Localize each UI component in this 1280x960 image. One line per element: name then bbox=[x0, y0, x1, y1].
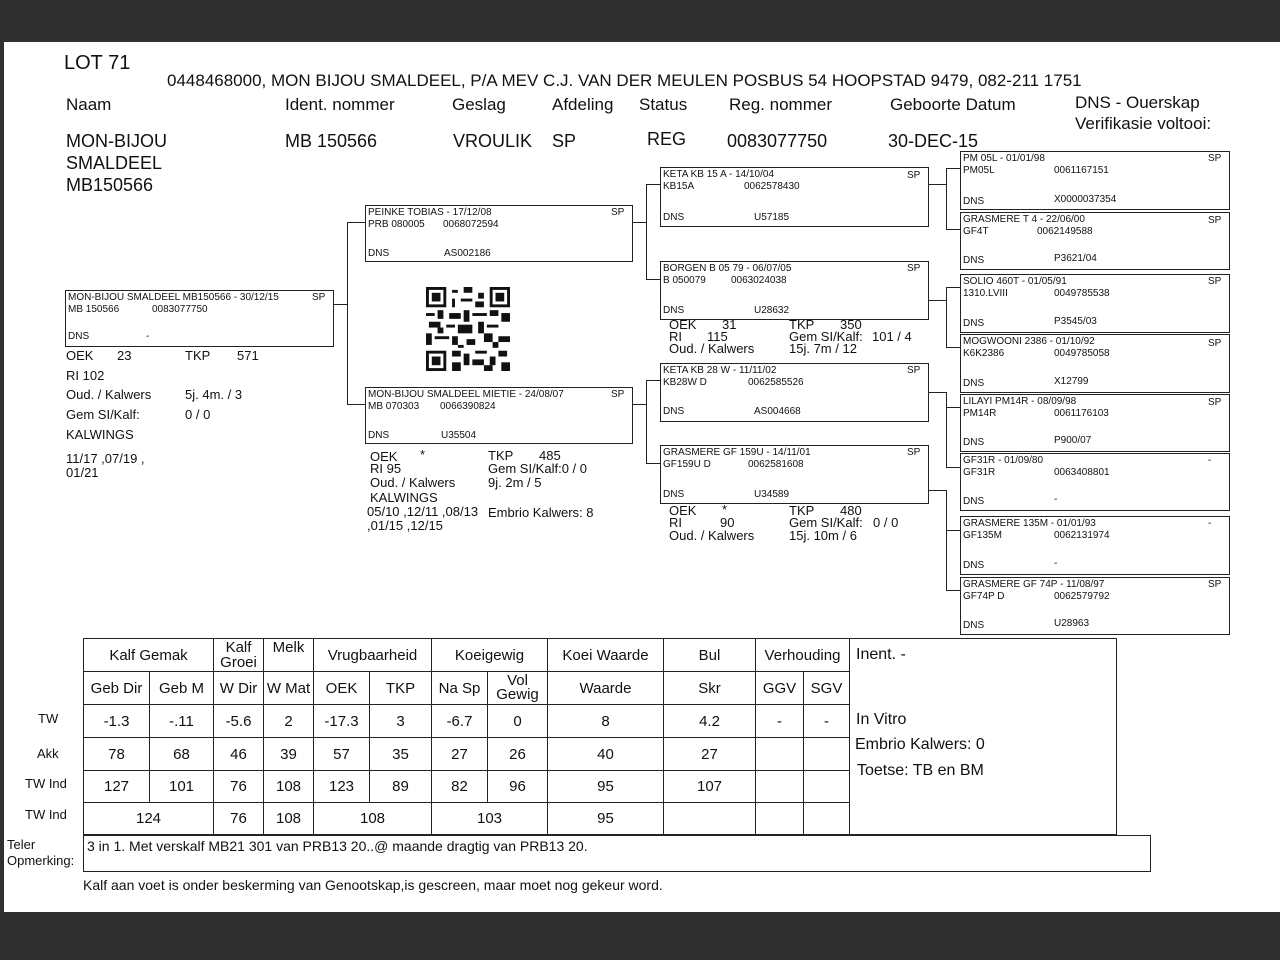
twind-cell: 127 bbox=[84, 771, 150, 803]
sub-w-dir: W Dir bbox=[214, 672, 264, 705]
gp2-dns-value: U28632 bbox=[754, 305, 790, 316]
gp-stats1-oud: Oud. / Kalwers bbox=[669, 341, 755, 356]
akk-cell: 27 bbox=[664, 738, 756, 771]
sub-oek: OEK bbox=[314, 672, 370, 705]
connector-line bbox=[946, 407, 947, 467]
ggp2-section: SP bbox=[1208, 215, 1222, 226]
main-tkp-value: 571 bbox=[237, 348, 259, 363]
group-vrugbaarheid: Vrugbaarheid bbox=[314, 639, 432, 672]
row-label-tw-ind-2: TW Ind bbox=[25, 807, 67, 822]
tw-cell: 8 bbox=[548, 705, 664, 738]
connector-line bbox=[632, 222, 646, 223]
twind-cell: 107 bbox=[664, 771, 756, 803]
great-grandparent-box-1 bbox=[960, 151, 1230, 210]
animal-ident: MB 150566 bbox=[285, 131, 378, 151]
connector-line bbox=[646, 380, 647, 463]
header-reg: Reg. nommer bbox=[729, 95, 832, 114]
ggp5-title: LILAYI PM14R - 08/09/98 bbox=[963, 396, 1077, 407]
connector-line bbox=[928, 300, 946, 301]
ggp7-dns: DNS bbox=[963, 560, 985, 571]
footer-note: Kalf aan voet is onder beskerming van Genootskap,is gescreen, maar moet nog gekeur word. bbox=[83, 877, 663, 893]
connector-line bbox=[946, 467, 960, 468]
sire-dns-value: AS002186 bbox=[444, 248, 491, 259]
remark-text: 3 in 1. Met verskalf MB21 301 van PRB13 20..@ maande dragtig van PRB13 20. bbox=[87, 838, 588, 854]
group-koeigewig: Koeigewig bbox=[432, 639, 548, 672]
ggp7-section: - bbox=[1208, 518, 1212, 529]
connector-line bbox=[632, 404, 646, 405]
box-id: MB 150566 bbox=[68, 304, 120, 315]
ggp6-section: - bbox=[1208, 455, 1212, 466]
ggp6-id: GF31R bbox=[963, 467, 996, 478]
group-kalf-groei bbox=[214, 639, 264, 672]
dam-kalwings: KALWINGS bbox=[370, 490, 438, 505]
connector-line bbox=[646, 380, 660, 381]
ggp1-section: SP bbox=[1208, 153, 1222, 164]
twind-cell: 96 bbox=[488, 771, 548, 803]
twind2-cell bbox=[664, 803, 756, 835]
connector-line bbox=[333, 304, 347, 305]
great-grandparent-box-5 bbox=[960, 394, 1230, 452]
ggp4-dns: DNS bbox=[963, 378, 985, 389]
dam-oek-value: * bbox=[420, 447, 426, 462]
tw-cell: -5.6 bbox=[214, 705, 264, 738]
ggp4-section: SP bbox=[1208, 338, 1222, 349]
twind2-cell: 95 bbox=[548, 803, 664, 835]
ggp1-dns: DNS bbox=[963, 196, 985, 207]
ggp7-title: GRASMERE 135M - 01/01/93 bbox=[963, 518, 1096, 529]
gp1-title: KETA KB 15 A - 14/10/04 bbox=[663, 169, 775, 180]
gp3-dns: DNS bbox=[663, 406, 685, 417]
gp-stats2-oud: Oud. / Kalwers bbox=[669, 528, 755, 543]
gp-stats1-oek: OEK bbox=[669, 317, 697, 332]
main-gem-label: Gem SI/Kalf: bbox=[66, 407, 140, 422]
sire-title: PEINKE TOBIAS - 17/12/08 bbox=[368, 207, 492, 218]
header-naam: Naam bbox=[66, 95, 112, 114]
gp-stats1-tkp: TKP bbox=[789, 317, 815, 332]
sub-w-mat: W Mat bbox=[264, 672, 314, 705]
gp4-dns: DNS bbox=[663, 489, 685, 500]
grandparent-box-4 bbox=[660, 445, 929, 504]
connector-line bbox=[928, 490, 946, 491]
gp-stats2-gem: Gem SI/Kalf: bbox=[789, 515, 863, 530]
sub-sgv: SGV bbox=[804, 672, 850, 705]
tw-cell: - bbox=[756, 705, 804, 738]
gp4-dns-value: U34589 bbox=[754, 489, 790, 500]
box-title: MON-BIJOU SMALDEEL MB150566 - 30/12/15 bbox=[68, 292, 279, 303]
main-tkp-label: TKP bbox=[185, 348, 211, 363]
dam-title: MON-BIJOU SMALDEEL MIETIE - 24/08/07 bbox=[368, 389, 564, 400]
ggp2-title: GRASMERE T 4 - 22/06/00 bbox=[963, 214, 1085, 225]
main-kalwings-1: 11/17 ,07/19 , bbox=[66, 451, 145, 466]
dam-ri: RI 95 bbox=[370, 461, 402, 476]
great-grandparent-box-7 bbox=[960, 516, 1230, 575]
opmerking-label: Opmerking: bbox=[7, 853, 75, 868]
gp2-dns: DNS bbox=[663, 305, 685, 316]
ggp7-reg: 0062131974 bbox=[1054, 530, 1110, 541]
great-grandparent-box-2 bbox=[960, 212, 1230, 270]
gp-stats1-ri: RI bbox=[669, 329, 682, 344]
gp1-dns: DNS bbox=[663, 212, 685, 223]
ggp3-section: SP bbox=[1208, 276, 1222, 287]
animal-geslag: VROULIK bbox=[453, 131, 533, 151]
tw-cell: 4.2 bbox=[664, 705, 756, 738]
breeding-values-table bbox=[83, 638, 1117, 835]
twind-cell: 123 bbox=[314, 771, 370, 803]
connector-line bbox=[347, 222, 365, 223]
animal-name-3: MB150566 bbox=[66, 175, 154, 195]
remarks-box bbox=[83, 835, 1151, 872]
twind-cell: 108 bbox=[264, 771, 314, 803]
sire-id: PRB 080005 bbox=[368, 219, 425, 230]
gp1-dns-value: U57185 bbox=[754, 212, 790, 223]
ggp1-reg: 0061167151 bbox=[1054, 165, 1109, 176]
header-geslag: Geslag bbox=[452, 95, 506, 114]
connector-line bbox=[347, 222, 348, 404]
grandparent-box-1 bbox=[660, 167, 929, 227]
gp4-section: SP bbox=[907, 447, 921, 458]
grandparent-box-2 bbox=[660, 261, 929, 320]
animal-name-1: MON-BIJOU bbox=[66, 131, 167, 151]
akk-cell: 26 bbox=[488, 738, 548, 771]
main-oud-value: 5j. 4m. / 3 bbox=[185, 387, 243, 402]
dam-oek-label: OEK bbox=[370, 449, 398, 464]
akk-cell: 78 bbox=[84, 738, 150, 771]
twind-cell: 89 bbox=[370, 771, 432, 803]
sub-waarde: Waarde bbox=[548, 672, 664, 705]
connector-line bbox=[946, 229, 960, 230]
gp-stats2-gem-value: 0 / 0 bbox=[873, 515, 899, 530]
pedigree-document bbox=[4, 42, 1280, 912]
connector-line bbox=[946, 287, 960, 288]
main-kalwings: KALWINGS bbox=[66, 427, 134, 442]
connector-line bbox=[347, 404, 365, 405]
toetse-text: Toetse: TB en BM bbox=[857, 762, 984, 779]
ggp5-reg: 0061176103 bbox=[1054, 408, 1109, 419]
animal-name-2: SMALDEEL bbox=[66, 153, 163, 173]
ggp6-title: GF31R - 01/09/80 bbox=[963, 455, 1044, 466]
qr-code-icon bbox=[424, 287, 512, 371]
animal-status: REG bbox=[647, 129, 687, 149]
dam-gem: Gem SI/Kalf:0 / 0 bbox=[488, 461, 587, 476]
vol-line1: Vol bbox=[507, 672, 528, 689]
gp1-section: SP bbox=[907, 170, 921, 181]
sire-reg: 0068072594 bbox=[443, 219, 499, 230]
ggp1-dns-value: X0000037354 bbox=[1054, 194, 1117, 205]
tw-cell: -17.3 bbox=[314, 705, 370, 738]
gp3-id: KB28W D bbox=[663, 377, 707, 388]
animal-reg: 0083077750 bbox=[727, 131, 828, 151]
twind-cell bbox=[804, 771, 850, 803]
ggp1-id: PM05L bbox=[963, 165, 995, 176]
gp-stats2-ri: RI bbox=[669, 515, 682, 530]
main-oud-label: Oud. / Kalwers bbox=[66, 387, 152, 402]
sub-geb-m: Geb M bbox=[150, 672, 214, 705]
main-kalwings-2: 01/21 bbox=[66, 465, 99, 480]
gp2-title: BORGEN B 05 79 - 06/07/05 bbox=[663, 263, 792, 274]
akk-cell: 35 bbox=[370, 738, 432, 771]
connector-line bbox=[646, 184, 647, 279]
gp4-id: GF159U D bbox=[663, 459, 711, 470]
main-oek-value: 23 bbox=[117, 348, 132, 363]
akk-cell: 57 bbox=[314, 738, 370, 771]
sub-geb-dir: Geb Dir bbox=[84, 672, 150, 705]
gp-stats1-ri-value: 115 bbox=[707, 329, 728, 344]
dam-box bbox=[365, 387, 633, 444]
gp-stats1-gem: Gem SI/Kalf: bbox=[789, 329, 863, 344]
ggp7-dns-value: - bbox=[1054, 558, 1058, 569]
dam-oud-label: Oud. / Kalwers bbox=[370, 475, 456, 490]
akk-cell: 40 bbox=[548, 738, 664, 771]
connector-line bbox=[946, 407, 960, 408]
dam-kalwings-1: 05/10 ,12/11 ,08/13 bbox=[367, 504, 479, 519]
connector-line bbox=[646, 279, 660, 280]
great-grandparent-box-8 bbox=[960, 577, 1230, 635]
gp-stats2-tkp: TKP bbox=[789, 503, 815, 518]
connector-line bbox=[928, 184, 946, 185]
row-label-akk: Akk bbox=[37, 746, 59, 761]
twind2-cell bbox=[804, 803, 850, 835]
gp-stats2-ri-value: 90 bbox=[720, 515, 735, 530]
akk-cell bbox=[804, 738, 850, 771]
group-kalf-gemak: Kalf Gemak bbox=[84, 639, 214, 672]
ggp5-section: SP bbox=[1208, 397, 1222, 408]
main-animal-box bbox=[65, 290, 334, 347]
dam-tkp-value: 485 bbox=[539, 448, 561, 463]
header-afdeling: Afdeling bbox=[552, 95, 614, 114]
ggp2-id: GF4T bbox=[963, 226, 989, 237]
group-melk: Melk bbox=[264, 639, 314, 672]
ggp5-dns: DNS bbox=[963, 437, 985, 448]
gp4-title: GRASMERE GF 159U - 14/11/01 bbox=[663, 447, 811, 458]
box-dns: DNS bbox=[68, 331, 90, 342]
connector-line bbox=[946, 347, 960, 348]
ggp6-reg: 0063408801 bbox=[1054, 467, 1110, 478]
gp-stats1-oek-value: 31 bbox=[722, 317, 737, 332]
ggp6-dns: DNS bbox=[963, 496, 985, 507]
header-geboorte: Geboorte Datum bbox=[890, 95, 1016, 114]
embrio-kalwers-text: Embrio Kalwers: 0 bbox=[855, 736, 985, 753]
ggp8-dns: DNS bbox=[963, 620, 985, 631]
dam-dns: DNS bbox=[368, 430, 390, 441]
akk-cell bbox=[756, 738, 804, 771]
row-label-tw-ind: TW Ind bbox=[25, 776, 67, 791]
in-vitro-text: In Vitro bbox=[856, 711, 907, 728]
dam-reg: 0066390824 bbox=[440, 401, 496, 412]
sire-dns: DNS bbox=[368, 248, 390, 259]
box-reg: 0083077750 bbox=[152, 304, 208, 315]
twind2-cell: 76 bbox=[214, 803, 264, 835]
inent-text: Inent. - bbox=[856, 646, 906, 663]
twind2-cell bbox=[756, 803, 804, 835]
twind2-cell: 108 bbox=[264, 803, 314, 835]
teler-label: Teler bbox=[7, 837, 36, 852]
gp4-reg: 0062581608 bbox=[748, 459, 804, 470]
gp-stats2-oek: OEK bbox=[669, 503, 697, 518]
connector-line bbox=[946, 392, 947, 407]
kalf-groei-line2: Groei bbox=[220, 654, 257, 671]
main-ri: RI 102 bbox=[66, 368, 105, 383]
connector-line bbox=[946, 530, 960, 531]
twind-cell bbox=[756, 771, 804, 803]
akk-cell: 46 bbox=[214, 738, 264, 771]
connector-line bbox=[946, 590, 960, 591]
extra-info-panel bbox=[850, 639, 1117, 835]
ggp4-reg: 0049785058 bbox=[1054, 348, 1110, 359]
header-status: Status bbox=[639, 95, 688, 114]
ggp6-dns-value: - bbox=[1054, 494, 1058, 505]
connector-line bbox=[946, 490, 947, 590]
box-dns-value: - bbox=[146, 331, 150, 342]
ggp3-dns: DNS bbox=[963, 318, 985, 329]
sire-section: SP bbox=[611, 207, 625, 218]
gp-stats1-oud-value: 15j. 7m / 12 bbox=[789, 341, 857, 356]
gp-stats2-oud-value: 15j. 10m / 6 bbox=[789, 528, 857, 543]
tw-cell: -.11 bbox=[150, 705, 214, 738]
ggp8-id: GF74P D bbox=[963, 591, 1005, 602]
sub-skr: Skr bbox=[664, 672, 756, 705]
tw-cell: 0 bbox=[488, 705, 548, 738]
dam-section: SP bbox=[611, 389, 625, 400]
box-section: SP bbox=[312, 292, 326, 303]
twind-cell: 101 bbox=[150, 771, 214, 803]
connector-line bbox=[946, 168, 960, 169]
dam-oud-value: 9j. 2m / 5 bbox=[488, 475, 542, 490]
connector-line bbox=[928, 392, 946, 393]
gp1-reg: 0062578430 bbox=[744, 181, 800, 192]
ggp8-dns-value: U28963 bbox=[1054, 618, 1090, 629]
connector-line bbox=[646, 184, 660, 185]
gp2-id: B 050079 bbox=[663, 275, 706, 286]
connector-line bbox=[946, 287, 947, 347]
ggp5-dns-value: P900/07 bbox=[1054, 435, 1092, 446]
ggp4-dns-value: X12799 bbox=[1054, 376, 1089, 387]
great-grandparent-box-4 bbox=[960, 334, 1230, 393]
sire-box bbox=[365, 205, 633, 262]
gp-stats1-gem-value: 101 / 4 bbox=[872, 329, 912, 344]
kalf-groei-line1: Kalf bbox=[225, 639, 252, 656]
tw-cell: 2 bbox=[264, 705, 314, 738]
dam-embrio: Embrio Kalwers: 8 bbox=[488, 505, 594, 520]
animal-afdeling: SP bbox=[552, 131, 577, 151]
sub-tkp: TKP bbox=[370, 672, 432, 705]
great-grandparent-box-3 bbox=[960, 274, 1230, 333]
ggp7-id: GF135M bbox=[963, 530, 1002, 541]
sub-na-sp: Na Sp bbox=[432, 672, 488, 705]
ggp8-title: GRASMERE GF 74P - 11/08/97 bbox=[963, 579, 1105, 590]
twind2-cell: 124 bbox=[84, 803, 214, 835]
twind-cell: 76 bbox=[214, 771, 264, 803]
ggp3-title: SOLIO 460T - 01/05/91 bbox=[963, 276, 1067, 287]
tw-cell: 3 bbox=[370, 705, 432, 738]
ggp2-reg: 0062149588 bbox=[1037, 226, 1093, 237]
twind2-cell: 103 bbox=[432, 803, 548, 835]
tw-cell: -6.7 bbox=[432, 705, 488, 738]
twind-cell: 82 bbox=[432, 771, 488, 803]
main-oek-label: OEK bbox=[66, 348, 94, 363]
ggp4-title: MOGWOONI 2386 - 01/10/92 bbox=[963, 336, 1095, 347]
gp-stats2-oek-value: * bbox=[722, 502, 728, 517]
gp3-section: SP bbox=[907, 365, 921, 376]
header-dns: DNS - Ouerskap bbox=[1075, 93, 1200, 112]
group-bul: Bul bbox=[664, 639, 756, 672]
dam-id: MB 070303 bbox=[368, 401, 420, 412]
dam-tkp-label: TKP bbox=[488, 448, 514, 463]
animal-dob: 30-DEC-15 bbox=[888, 131, 979, 151]
gp-stats2-tkp-value: 480 bbox=[840, 503, 862, 518]
ggp3-id: 1310.LVIII bbox=[963, 288, 1008, 299]
group-koei-waarde: Koei Waarde bbox=[548, 639, 664, 672]
gp3-dns-value: AS004668 bbox=[754, 406, 801, 417]
lot-number: LOT 71 bbox=[64, 52, 131, 74]
tw-cell: - bbox=[804, 705, 850, 738]
akk-cell: 39 bbox=[264, 738, 314, 771]
breeder-line: 0448468000, MON BIJOU SMALDEEL, P/A MEV C.J. VAN DER MEULEN POSBUS 54 HOOPSTAD 9479, 082-211 1751 bbox=[167, 71, 1082, 90]
connector-line bbox=[946, 168, 947, 229]
akk-cell: 68 bbox=[150, 738, 214, 771]
header-verifikasie: Verifikasie voltooi: bbox=[1075, 114, 1212, 133]
ggp1-title: PM 05L - 01/01/98 bbox=[963, 153, 1045, 164]
ggp2-dns-value: P3621/04 bbox=[1054, 253, 1097, 264]
gp3-reg: 0062585526 bbox=[748, 377, 804, 388]
ggp3-reg: 0049785538 bbox=[1054, 288, 1110, 299]
connector-line bbox=[646, 463, 660, 464]
tw-cell: -1.3 bbox=[84, 705, 150, 738]
main-gem-value: 0 / 0 bbox=[185, 407, 211, 422]
gp2-reg: 0063024038 bbox=[731, 275, 787, 286]
group-verhouding: Verhouding bbox=[756, 639, 850, 672]
akk-cell: 27 bbox=[432, 738, 488, 771]
ggp2-dns: DNS bbox=[963, 255, 985, 266]
dam-dns-value: U35504 bbox=[441, 430, 477, 441]
gp2-section: SP bbox=[907, 263, 921, 274]
ggp5-id: PM14R bbox=[963, 408, 997, 419]
gp1-id: KB15A bbox=[663, 181, 695, 192]
vol-line2: Gewig bbox=[496, 686, 539, 703]
twind-cell: 95 bbox=[548, 771, 664, 803]
gp3-title: KETA KB 28 W - 11/11/02 bbox=[663, 365, 777, 376]
twind2-cell: 108 bbox=[314, 803, 432, 835]
great-grandparent-box-6 bbox=[960, 453, 1230, 511]
sub-vol-gewig bbox=[488, 672, 548, 705]
ggp3-dns-value: P3545/03 bbox=[1054, 316, 1097, 327]
dam-kalwings-2: ,01/15 ,12/15 bbox=[367, 518, 443, 533]
grandparent-box-3 bbox=[660, 363, 929, 422]
header-ident: Ident. nommer bbox=[285, 95, 395, 114]
sub-ggv: GGV bbox=[756, 672, 804, 705]
row-label-tw: TW bbox=[38, 711, 59, 726]
ggp8-section: SP bbox=[1208, 579, 1222, 590]
ggp8-reg: 0062579792 bbox=[1054, 591, 1110, 602]
ggp4-id: K6K2386 bbox=[963, 348, 1005, 359]
gp-stats1-tkp-value: 350 bbox=[840, 317, 862, 332]
